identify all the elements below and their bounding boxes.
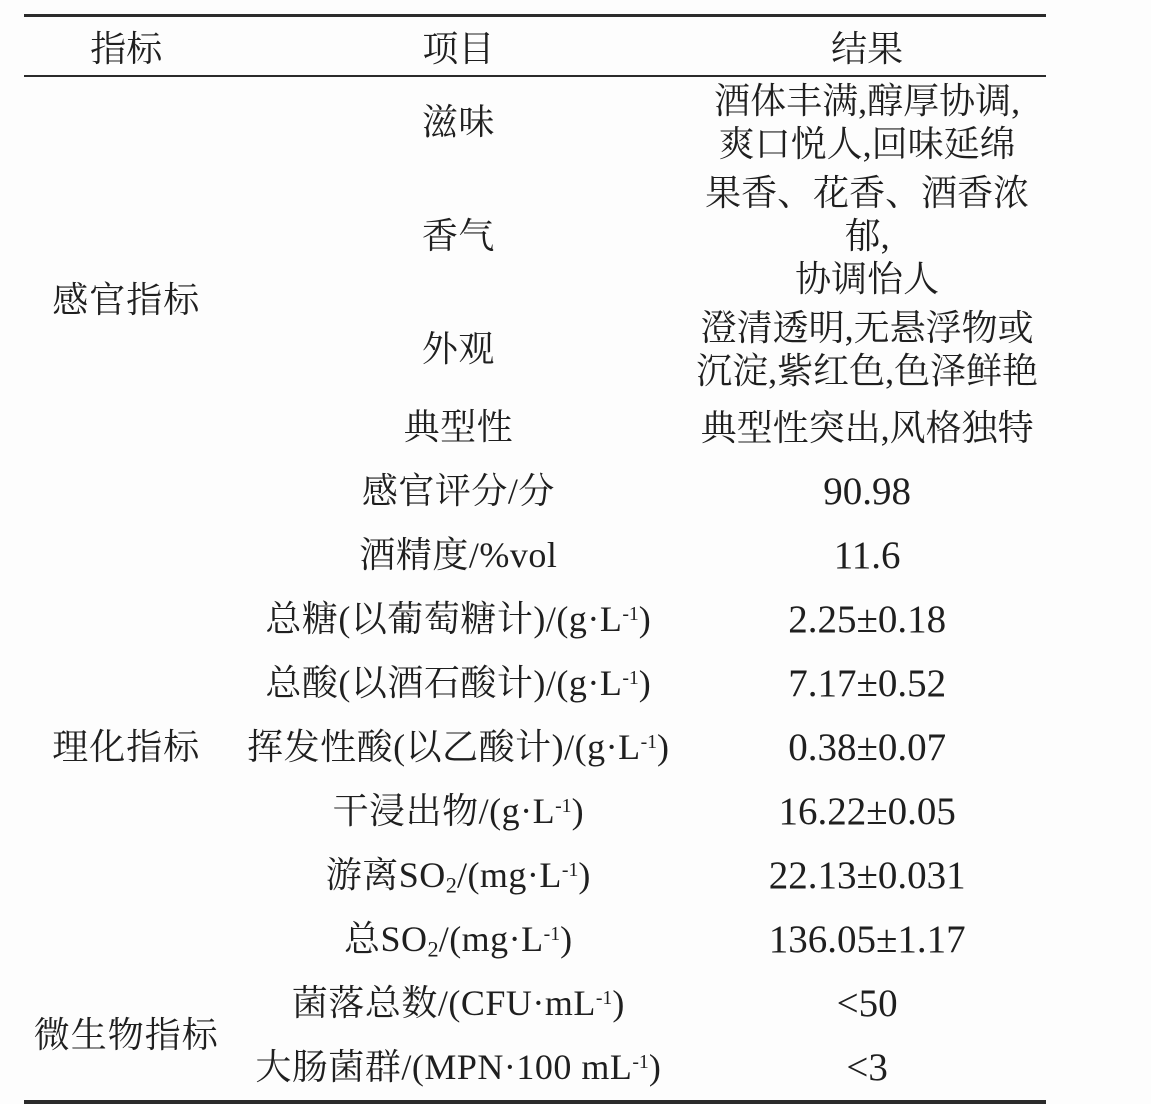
item-part: ) — [638, 663, 652, 704]
result-cell — [688, 1036, 1046, 1102]
item-part: -1 — [640, 731, 658, 754]
item-cell — [228, 652, 688, 716]
item-part: -1 — [632, 1051, 649, 1074]
result-cell — [688, 972, 1046, 1036]
item-cell — [228, 304, 688, 396]
item-part: ) — [560, 919, 573, 960]
result-cell — [688, 844, 1046, 908]
item-part: 2 — [445, 872, 457, 898]
item-part: 菌落总数/(CFU·mL — [291, 983, 596, 1024]
item-part: 香气 — [421, 215, 495, 256]
table-row — [24, 76, 1046, 169]
result-line: 爽口悦人,回味延绵 — [718, 124, 1016, 164]
item-part: 游离SO — [325, 855, 446, 896]
item-part: 总酸(以酒石酸计)/(g·L — [265, 663, 623, 704]
table-body — [24, 76, 1046, 1102]
result-cell — [688, 396, 1046, 460]
indicator-group-cell: 理化指标 — [52, 727, 201, 768]
result-line: 2.25±0.18 — [788, 598, 947, 641]
table-row — [24, 524, 1046, 588]
item-part: -1 — [555, 795, 572, 818]
item-cell — [228, 396, 688, 460]
item-part: 酒精度/%vol — [359, 535, 558, 576]
item-part: -1 — [622, 667, 639, 690]
item-cell — [228, 844, 688, 908]
item-cell — [228, 1036, 688, 1102]
result-line: 7.17±0.52 — [788, 662, 947, 705]
result-line: 果香、花香、酒香浓郁, — [705, 173, 1030, 256]
item-part: -1 — [595, 987, 613, 1010]
item-part: ) — [612, 983, 625, 1024]
result-cell — [688, 460, 1046, 524]
result-line: 16.22±0.05 — [778, 790, 956, 833]
item-part: 总SO — [344, 919, 428, 960]
item-part: ) — [578, 855, 591, 896]
result-line: <3 — [846, 1046, 888, 1089]
item-part: -1 — [561, 859, 579, 882]
item-part: 2 — [427, 936, 439, 962]
indicator-group-cell: 微生物指标 — [33, 1015, 219, 1056]
result-cell — [688, 908, 1046, 972]
result-line: 0.38±0.07 — [788, 726, 947, 769]
item-cell — [228, 716, 688, 780]
item-cell — [228, 972, 688, 1036]
header-row — [24, 16, 1046, 77]
result-line: 22.13±0.031 — [768, 854, 966, 897]
result-line: 136.05±1.17 — [768, 918, 966, 961]
item-part: ) — [657, 727, 670, 768]
item-cell — [228, 524, 688, 588]
item-part: 干浸出物/(g·L — [332, 791, 556, 832]
result-line: 典型性突出,风格独特 — [700, 407, 1034, 448]
table-row — [24, 972, 1046, 1036]
result-cell — [688, 524, 1046, 588]
item-cell — [228, 780, 688, 844]
item-part: 典型性 — [403, 407, 514, 448]
item-part: ) — [638, 599, 652, 640]
col-header-item: 项目 — [228, 16, 688, 77]
item-part: 总糖(以葡萄糖计)/(g·L — [265, 599, 623, 640]
result-cell — [688, 169, 1046, 304]
result-cell — [688, 588, 1046, 652]
result-line: 11.6 — [833, 534, 901, 577]
item-part: ) — [571, 791, 585, 832]
item-cell — [228, 908, 688, 972]
wine-quality-table — [24, 14, 1046, 1104]
item-part: 挥发性酸(以乙酸计)/(g·L — [247, 727, 641, 768]
item-cell — [228, 460, 688, 524]
result-line: <50 — [836, 982, 898, 1025]
col-header-indicator: 指标 — [24, 16, 228, 77]
indicator-group-cell: 感官指标 — [52, 279, 201, 320]
item-part: 大肠菌群/(MPN·100 mL — [255, 1047, 633, 1088]
result-cell — [688, 76, 1046, 169]
item-part: ) — [648, 1047, 662, 1088]
table-container — [24, 14, 1046, 1104]
result-cell — [688, 716, 1046, 780]
item-part: 感官评分/分 — [361, 471, 555, 512]
result-line: 澄清透明,无悬浮物或 — [700, 308, 1034, 348]
item-part: 滋味 — [421, 102, 495, 143]
col-header-result: 结果 — [688, 16, 1046, 77]
item-part: 外观 — [421, 329, 495, 370]
item-cell — [228, 76, 688, 169]
result-line: 酒体丰满,醇厚协调, — [714, 81, 1021, 121]
result-line: 沉淀,紫红色,色泽鲜艳 — [696, 351, 1039, 391]
result-cell — [688, 652, 1046, 716]
item-part: /(mg·L — [438, 919, 544, 960]
result-line: 协调怡人 — [795, 259, 940, 299]
item-part: /(mg·L — [456, 855, 562, 896]
item-part: -1 — [543, 923, 561, 946]
item-cell — [228, 169, 688, 304]
result-line: 90.98 — [823, 470, 912, 513]
result-cell — [688, 304, 1046, 396]
item-part: -1 — [622, 603, 639, 626]
result-cell — [688, 780, 1046, 844]
item-cell — [228, 588, 688, 652]
